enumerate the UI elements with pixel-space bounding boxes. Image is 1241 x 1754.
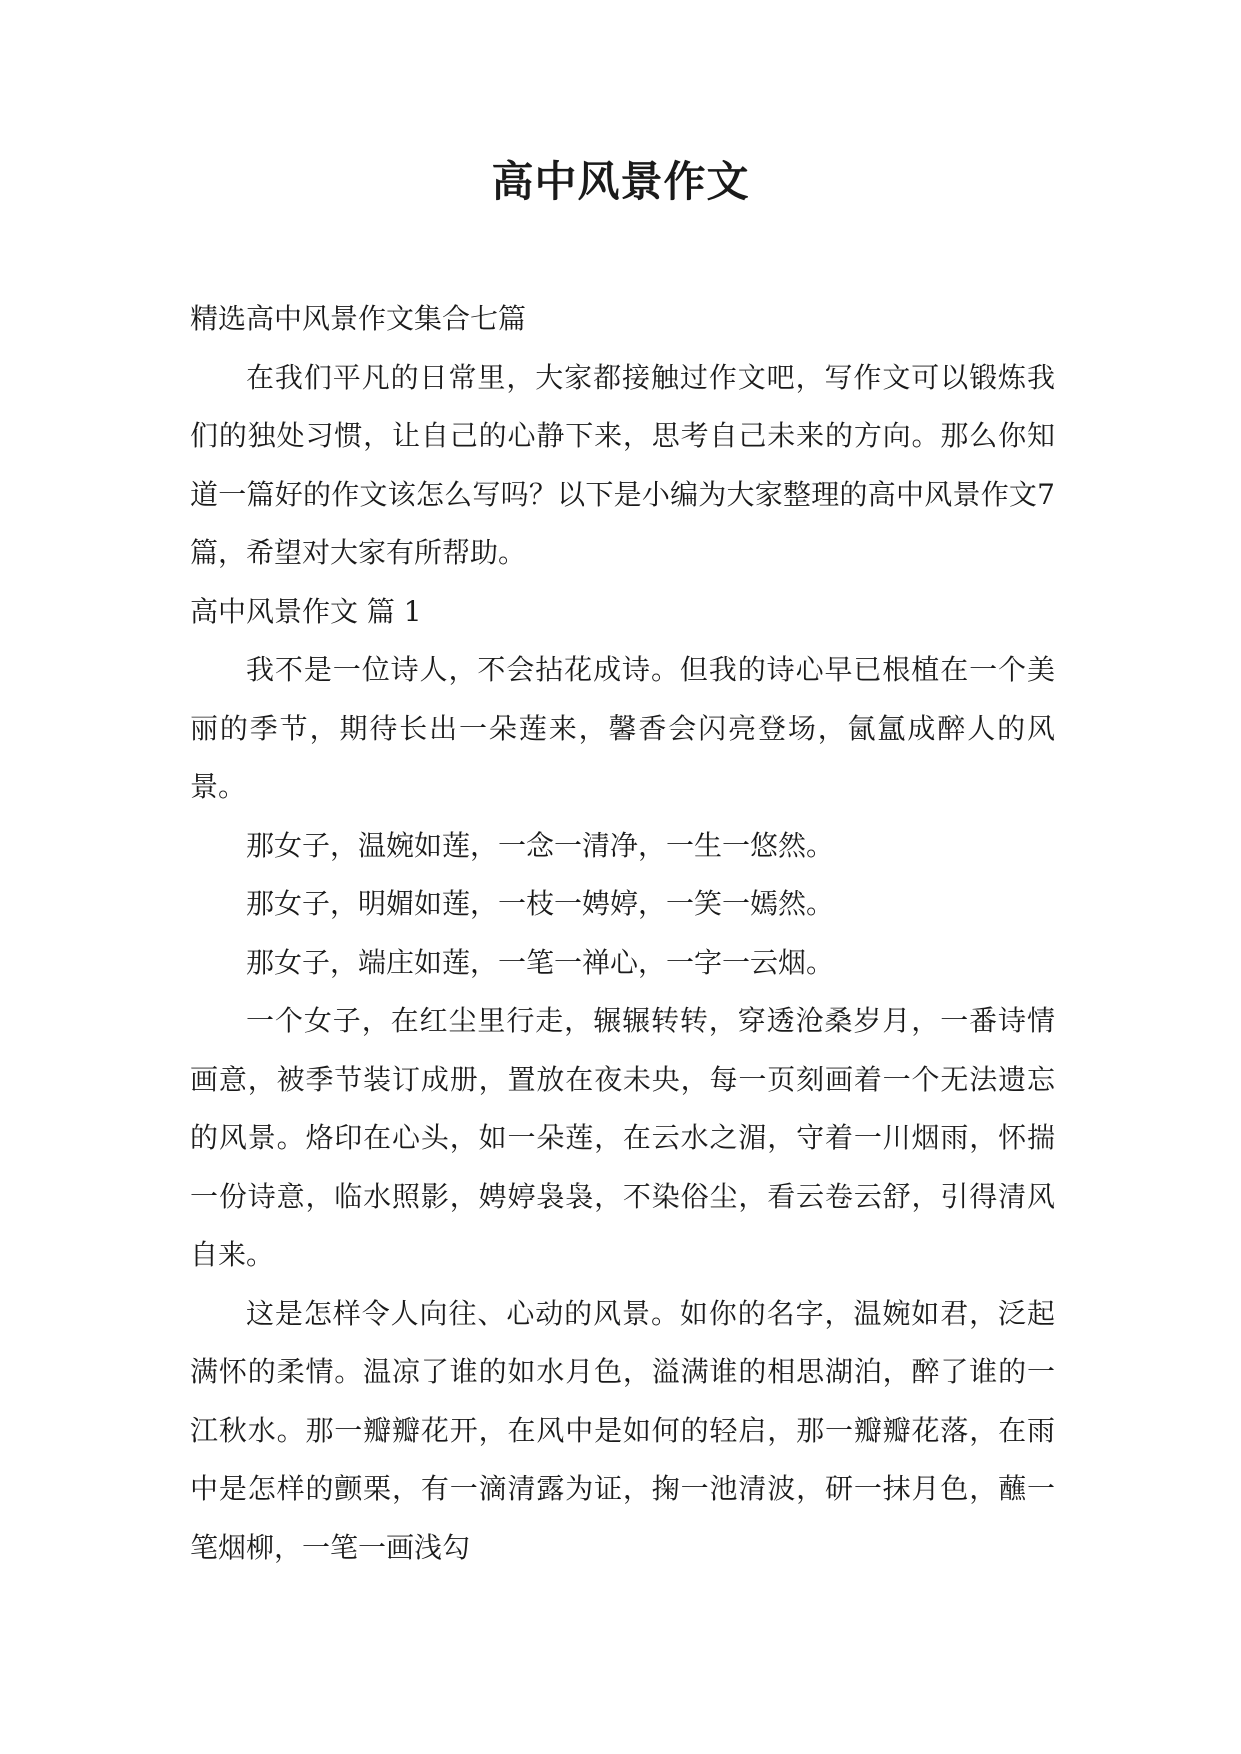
section-heading: 高中风景作文 篇 1: [190, 594, 422, 628]
document-subtitle: 精选高中风景作文集合七篇: [190, 302, 527, 335]
document-body: [190, 290, 1055, 1577]
body-paragraph: 那女子，端庄如莲，一笔一禅心，一字一云烟。: [246, 945, 835, 979]
body-paragraph: 这是怎样令人向往、心动的风景。如你的名字，温婉如君，泛起满怀的柔情。温凉了谁的如水月色，溢满谁的相思湖泊，醉了谁的一江秋水。那一瓣瓣花开，在风中是如何的轻启，那一瓣瓣花落，在雨中是怎样的颤栗，有一滴清露为证，掬一池清波，研一抹月色，蘸一笔烟柳，一笔一画浅勾: [190, 1296, 1055, 1564]
body-paragraph: 一个女子，在红尘里行走，辗辗转转，穿透沧桑岁月，一番诗情画意，被季节装订成册，置放在夜未央，每一页刻画着一个无法遗忘的风景。烙印在心头，如一朵莲，在云水之湄，守着一川烟雨，怀揣一份诗意，临水照影，娉婷袅袅，不染俗尘，看云卷云舒，引得清风自来。: [190, 1004, 1055, 1271]
document-title: 高中风景作文: [491, 157, 750, 206]
body-paragraph: 那女子，明媚如莲，一枝一娉婷，一笑一嫣然。: [246, 887, 835, 920]
intro-paragraph: 在我们平凡的日常里，大家都接触过作文吧，写作文可以锻炼我们的独处习惯，让自己的心静下来，思考自己未来的方向。那么你知道一篇好的作文该怎么写吗？以下是小编为大家整理的高中风景作文7篇，希望对大家有所帮助。: [190, 360, 1055, 569]
body-paragraph: 那女子，温婉如莲，一念一清净，一生一悠然。: [246, 828, 835, 862]
body-paragraph: 我不是一位诗人，不会拈花成诗。但我的诗心早已根植在一个美丽的季节，期待长出一朵莲来，馨香会闪亮登场，氤氲成醉人的风景。: [190, 653, 1055, 803]
